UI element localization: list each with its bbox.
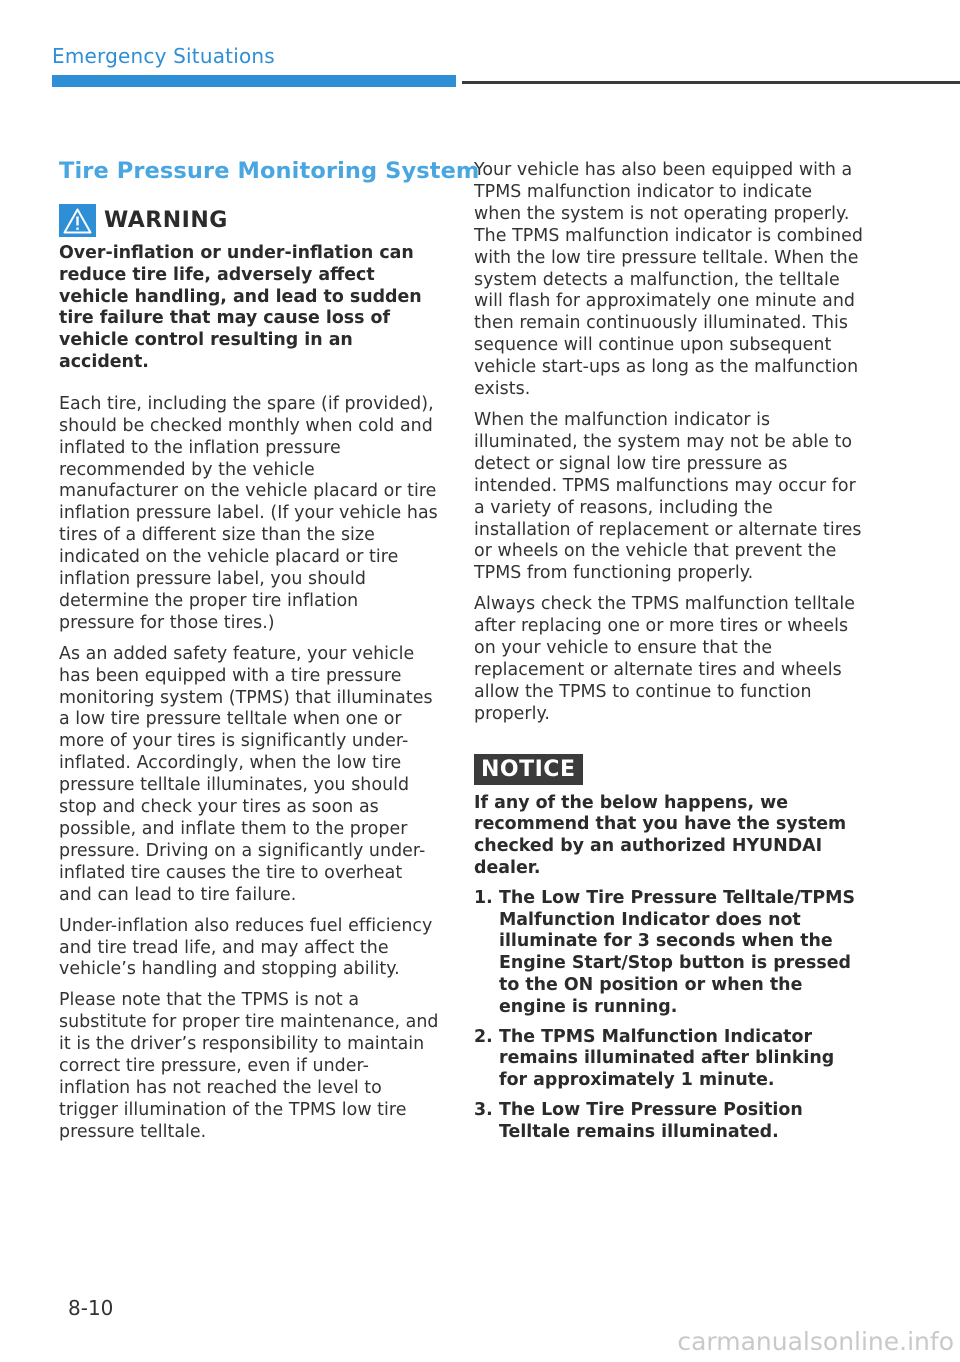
list-number: 2. xyxy=(474,1026,493,1047)
notice-list-item xyxy=(474,1100,864,1144)
list-number: 1. xyxy=(474,887,493,908)
notice-list-item xyxy=(474,1027,864,1092)
notice-intro: If any of the below happens, we recommend that you have the system checked by an authorized HYUNDAI dealer. xyxy=(474,792,847,879)
warning-text: Over-inflation or under-inflation can reduce tire life, adversely affect vehicle handling, and lead to sudden tire failure that may cause loss of vehicle control resulting in an accident. xyxy=(59,243,422,372)
notice-badge: NOTICE xyxy=(474,754,583,785)
page-title: Tire Pressure Monitoring System xyxy=(59,158,480,184)
list-item-text: The TPMS Malfunction Indicator remains illuminated after blinking for approximately 1 minute. xyxy=(499,1026,835,1091)
section-header: Emergency Situations xyxy=(52,44,275,68)
body-paragraph: When the malfunction indicator is illuminated, the system may not be able to detect or signal low tire pressure as intended. TPMS malfunctions may occur for a variety of reasons, including the installation of replacement or alternate tires or wheels on the vehicle that prevent the TPMS from functioning properly. xyxy=(474,409,862,584)
body-paragraph: As an added safety feature, your vehicle has been equipped with a tire pressure monitoring system (TPMS) that illuminates a low tire pressure telltale when one or more of your tires is significantly under-inflated. Accordingly, when the low tire pressure telltale illuminates, you should stop and check your tires as soon as possible, and inflate them to the proper pressure. Driving on a significantly under-inflated tire causes the tire to overheat and can lead to tire failure. xyxy=(59,643,433,905)
warning-label: WARNING xyxy=(104,208,228,233)
list-item-text: The Low Tire Pressure Position Telltale remains illuminated. xyxy=(499,1100,803,1142)
body-paragraph: Your vehicle has also been equipped with a TPMS malfunction indicator to indicate when the system is not operating properly. The TPMS malfunction indicator is combined with the low tire pressure telltale. When the system detects a malfunction, the telltale will flash for approximately one minute and then remain continuously illuminated. This sequence will continue upon subsequent vehicle start-ups as long as the malfunction exists. xyxy=(474,160,863,400)
left-column xyxy=(59,158,480,1153)
right-column xyxy=(474,160,864,1152)
header-accent-bar xyxy=(52,75,456,87)
list-item-text: The Low Tire Pressure Telltale/TPMS Malfunction Indicator does not illuminate for 3 seconds when the Engine Start/Stop button is pressed to the ON position or when the engine is running. xyxy=(499,887,855,1017)
notice-list xyxy=(474,888,864,1144)
warning-triangle-icon xyxy=(59,204,96,237)
list-number: 3. xyxy=(474,1100,493,1121)
notice-list-item xyxy=(474,888,864,1019)
warning-heading xyxy=(59,204,439,237)
header-rule xyxy=(462,81,960,84)
body-paragraph: Under-inflation also reduces fuel efficiency and tire tread life, and may affect the vehicle’s handling and stopping ability. xyxy=(59,915,433,980)
page-number: 8-10 xyxy=(68,1296,114,1320)
body-paragraph: Each tire, including the spare (if provided), should be checked monthly when cold and inflated to the inflation pressure recommended by the vehicle manufacturer on the vehicle placard or tire inflation pressure label. (If your vehicle has tires of a different size than the size indicated on the vehicle placard or tire inflation pressure label, you should determine the proper tire inflation pressure for those tires.) xyxy=(59,393,438,633)
body-paragraph: Please note that the TPMS is not a substitute for proper tire maintenance, and it is the driver’s responsibility to maintain correct tire pressure, even if under-inflation has not reached the level to trigger illumination of the TPMS low tire pressure telltale. xyxy=(59,990,439,1142)
watermark[interactable]: carmanualsonline.info xyxy=(677,1327,954,1356)
body-paragraph: Always check the TPMS malfunction telltale after replacing one or more tires or wheels on your vehicle to ensure that the replacement or alternate tires and wheels allow the TPMS to continue to function properly. xyxy=(474,594,855,724)
